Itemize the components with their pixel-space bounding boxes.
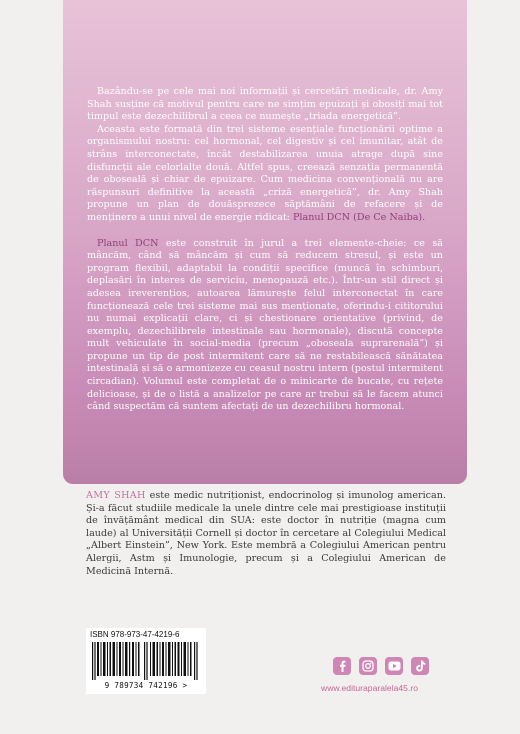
plan-name-highlight: Planul DCN (De Ce Naiba).: [292, 211, 426, 223]
barcode-number: 9 789734 742196 >: [104, 681, 188, 690]
youtube-icon[interactable]: [385, 657, 403, 675]
social-icons: [333, 657, 429, 675]
facebook-icon[interactable]: [333, 657, 351, 675]
author-bio-text: este medic nutriționist, endocrinolog și imunolog american. Și-a făcut studiile medicale la unele dintre cele mai prestigioase instituții de învățământ medical din SUA: este doctor în nutriție (magna cum laude) al Universității Cornell și doctor în cercetare al Colegiului Medical „Albert Einstein”, New York. Este membră a Colegiului American pentru Alergii, Astm și Imunologie, precum și a Colegiului American de Medicină Internă.: [86, 490, 447, 577]
isbn-label: ISBN 978-973-47-4219-6: [90, 630, 180, 639]
book-description: [87, 86, 443, 414]
barcode: [86, 628, 206, 694]
tiktok-icon[interactable]: [411, 657, 429, 675]
author-bio: [86, 490, 446, 578]
description-paragraph-3: Planul DCN este construit în jurul a trei elemente-cheie: ce să mâncăm, când să mâncăm și cum să reducem stresul, și este un program flexibil, adaptabil la condiții specifice (muncă în schimburi, deplasări în interes de serviciu, menopauză etc.). Într-un stil direct și adesea ireverențios, autoarea lămurește felul interconectat în care funcționează cele trei sisteme mai sus menționate, oferindu-i cititorului nu numai explicații clare, ci și chestionare orientative (privind, de exemplu, dezechilibrele intestinale sau hormonale), discută concepte mult vehiculate în social-media (precum „oboseala suprarenală”) și propune un tip de post intermitent care să ne restabilească sănătatea intestinală și să o armonizeze cu ceasul nostru intern (postul intermitent circadian). Volumul este completat de o minicarte de bucate, cu rețete delicioase, și de o listă a analizelor pe care ar trebui să le facem atunci când suspectăm că suntem afectați de un dezechilibru hormonal.: [87, 237, 443, 413]
description-paragraph-1: Bazându-se pe cele mai noi informații și cercetări medicale, dr. Amy Shah susține că motivul pentru care ne simțim epuizați și obosiți mai tot timpul este dezechilibrul a ceea ce numește „triada energetică”.: [87, 86, 443, 123]
plan-name-highlight-2: Planul DCN: [97, 237, 159, 249]
author-name: AMY SHAH: [86, 490, 146, 501]
instagram-icon[interactable]: [359, 657, 377, 675]
barcode-bars: [92, 642, 200, 680]
description-paragraph-2: Aceasta este formată din trei sisteme esențiale funcționării optime a organismului nostru: cel hormonal, cel digestiv și cel imunitar, atât de strâns interconectate, încât destabilizarea unuia atrage după sine disfuncții ale celorlalte două. Altfel spus, creează senzația permanentă de oboseală și chiar de epuizare. Cum medicina convențională nu are răspunsuri definitive la această „criză energetică”, dr. Amy Shah propune un plan de douăsprezece săptămâni de refacere și de menținere a unui nivel de energie ridicat: Planul DCN (De Ce Naiba).: [87, 123, 443, 223]
publisher-website[interactable]: www.edituraparalela45.ro: [321, 683, 418, 693]
